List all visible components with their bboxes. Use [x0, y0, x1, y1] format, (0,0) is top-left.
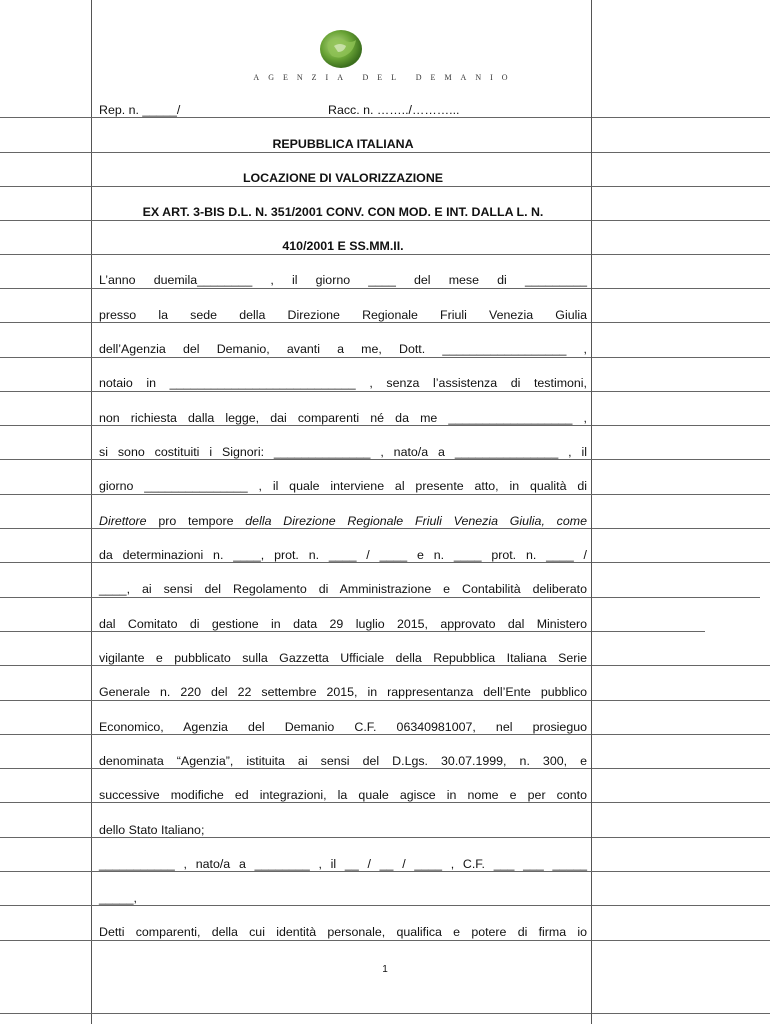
ruled-line — [91, 220, 591, 221]
ruled-line — [91, 802, 591, 803]
ruled-line — [0, 768, 91, 769]
ruled-line — [592, 665, 770, 666]
ruled-line — [0, 700, 91, 701]
ruled-line — [91, 152, 591, 153]
ruled-line — [0, 802, 91, 803]
ruled-line — [0, 152, 91, 153]
ruled-line — [91, 117, 591, 118]
body-line: si sono costituiti i Signori: ______________ , nato/a a _______________ , il — [99, 445, 587, 459]
ruled-line — [91, 425, 591, 426]
body-line: L’anno duemila________ , il giorno ____ del mese di _________ — [99, 273, 587, 287]
ruled-line — [0, 597, 91, 598]
ruled-line — [592, 734, 770, 735]
ruled-line — [91, 905, 591, 906]
ruled-line — [91, 391, 591, 392]
title-legal-reference: EX ART. 3-BIS D.L. N. 351/2001 CONV. CON MOD. E INT. DALLA L. N. — [142, 205, 544, 219]
body-line: da determinazioni n. ____, prot. n. ____ / ____ e n. ____ prot. n. ____ / — [99, 548, 587, 562]
ruled-line — [592, 597, 760, 598]
ruled-line — [592, 220, 770, 221]
ruled-line — [592, 288, 770, 289]
title-legal-reference-cont: 410/2001 E SS.MM.II. — [282, 239, 404, 253]
body-line: dal Comitato di gestione in data 29 luglio 2015, approvato dal Ministero — [99, 617, 587, 631]
body-line: Detti comparenti, della cui identità personale, qualifica e potere di firma io — [99, 925, 587, 939]
ruled-line — [91, 597, 591, 598]
ruled-line — [592, 562, 770, 563]
ruled-line — [0, 665, 91, 666]
body-line: Economico, Agenzia del Demanio C.F. 06340981007, nel prosieguo — [99, 720, 587, 734]
ruled-line — [91, 734, 591, 735]
ruled-line — [0, 528, 91, 529]
ruled-line — [592, 1013, 770, 1014]
body-line: successive modifiche ed integrazioni, la quale agisce in nome e per conto — [99, 788, 587, 802]
title-republic: REPUBBLICA ITALIANA — [272, 137, 414, 151]
ruled-line — [91, 1013, 591, 1014]
ruled-line — [592, 802, 770, 803]
ruled-line — [91, 562, 591, 563]
body-line: _____, — [99, 891, 137, 905]
agency-name: AGENZIA DEL DEMANIO — [253, 73, 517, 82]
body-line: denominata “Agenzia”, istituita ai sensi del D.Lgs. 30.07.1999, n. 300, e — [99, 754, 587, 768]
ruled-line — [592, 768, 770, 769]
ruled-line — [91, 631, 591, 632]
ruled-line — [0, 837, 91, 838]
rep-number: Rep. n. _____/ — [99, 103, 181, 117]
body-line: giorno _______________ , il quale interviene al presente atto, in qualità di — [99, 479, 587, 493]
ruled-line — [0, 425, 91, 426]
body-line: ___________ , nato/a a ________ , il __ / __ / ____ , C.F. ___ ___ _____ — [99, 857, 587, 871]
ruled-line — [0, 288, 91, 289]
ruled-line — [0, 459, 91, 460]
agency-logo-icon — [318, 28, 364, 70]
ruled-line — [91, 700, 591, 701]
body-line: non richiesta dalla legge, dai comparenti né da me __________________ , — [99, 411, 587, 425]
ruled-line — [91, 940, 591, 941]
ruled-line — [0, 391, 91, 392]
ruled-line — [91, 254, 591, 255]
body-line: Direttore pro tempore della Direzione Regionale Friuli Venezia Giulia, come — [99, 514, 587, 528]
ruled-line — [91, 768, 591, 769]
ruled-line — [0, 940, 91, 941]
ruled-line — [0, 562, 91, 563]
ruled-line — [0, 631, 91, 632]
ruled-line — [85, 459, 770, 460]
ruled-line — [592, 117, 770, 118]
body-line: Generale n. 220 del 22 settembre 2015, in rappresentanza dell’Ente pubblico — [99, 685, 587, 699]
ruled-line — [0, 254, 91, 255]
body-line: notaio in ___________________________ , senza l’assistenza di testimoni, — [99, 376, 587, 390]
ruled-line — [91, 837, 591, 838]
ruled-line — [91, 288, 591, 289]
ruled-line — [0, 357, 91, 358]
ruled-line — [0, 322, 91, 323]
ruled-line — [25, 186, 770, 187]
ruled-line — [592, 391, 770, 392]
ruled-line — [25, 871, 770, 872]
ruled-line — [592, 357, 770, 358]
ruled-line — [25, 494, 770, 495]
ruled-line — [0, 905, 91, 906]
ruled-line — [592, 700, 770, 701]
title-contract-type: LOCAZIONE DI VALORIZZAZIONE — [242, 171, 444, 185]
ruled-line — [91, 528, 591, 529]
ruled-line — [0, 1013, 91, 1014]
ruled-line — [91, 357, 591, 358]
body-line: presso la sede della Direzione Regionale Friuli Venezia Giulia — [99, 308, 587, 322]
ruled-line — [592, 631, 705, 632]
ruled-line — [91, 322, 591, 323]
page-number: 1 — [382, 964, 388, 975]
ruled-line — [0, 220, 91, 221]
ruled-line — [592, 425, 770, 426]
ruled-line — [0, 734, 91, 735]
ruled-line — [592, 837, 770, 838]
ruled-line — [0, 117, 91, 118]
body-line: dell’Agenzia del Demanio, avanti a me, Dott. __________________ , — [99, 342, 587, 356]
ruled-line — [592, 905, 770, 906]
body-line: ____, ai sensi del Regolamento di Amministrazione e Contabilità deliberato — [99, 582, 587, 596]
ruled-line — [592, 152, 770, 153]
racc-number: Racc. n. ……../………... — [328, 103, 460, 117]
ruled-line — [592, 322, 770, 323]
ruled-line — [592, 940, 770, 941]
body-line: dello Stato Italiano; — [99, 823, 205, 837]
ruled-line — [592, 254, 770, 255]
body-line: vigilante e pubblicato sulla Gazzetta Ufficiale della Repubblica Italiana Serie — [99, 651, 587, 665]
ruled-line — [91, 665, 591, 666]
ruled-line — [592, 528, 770, 529]
